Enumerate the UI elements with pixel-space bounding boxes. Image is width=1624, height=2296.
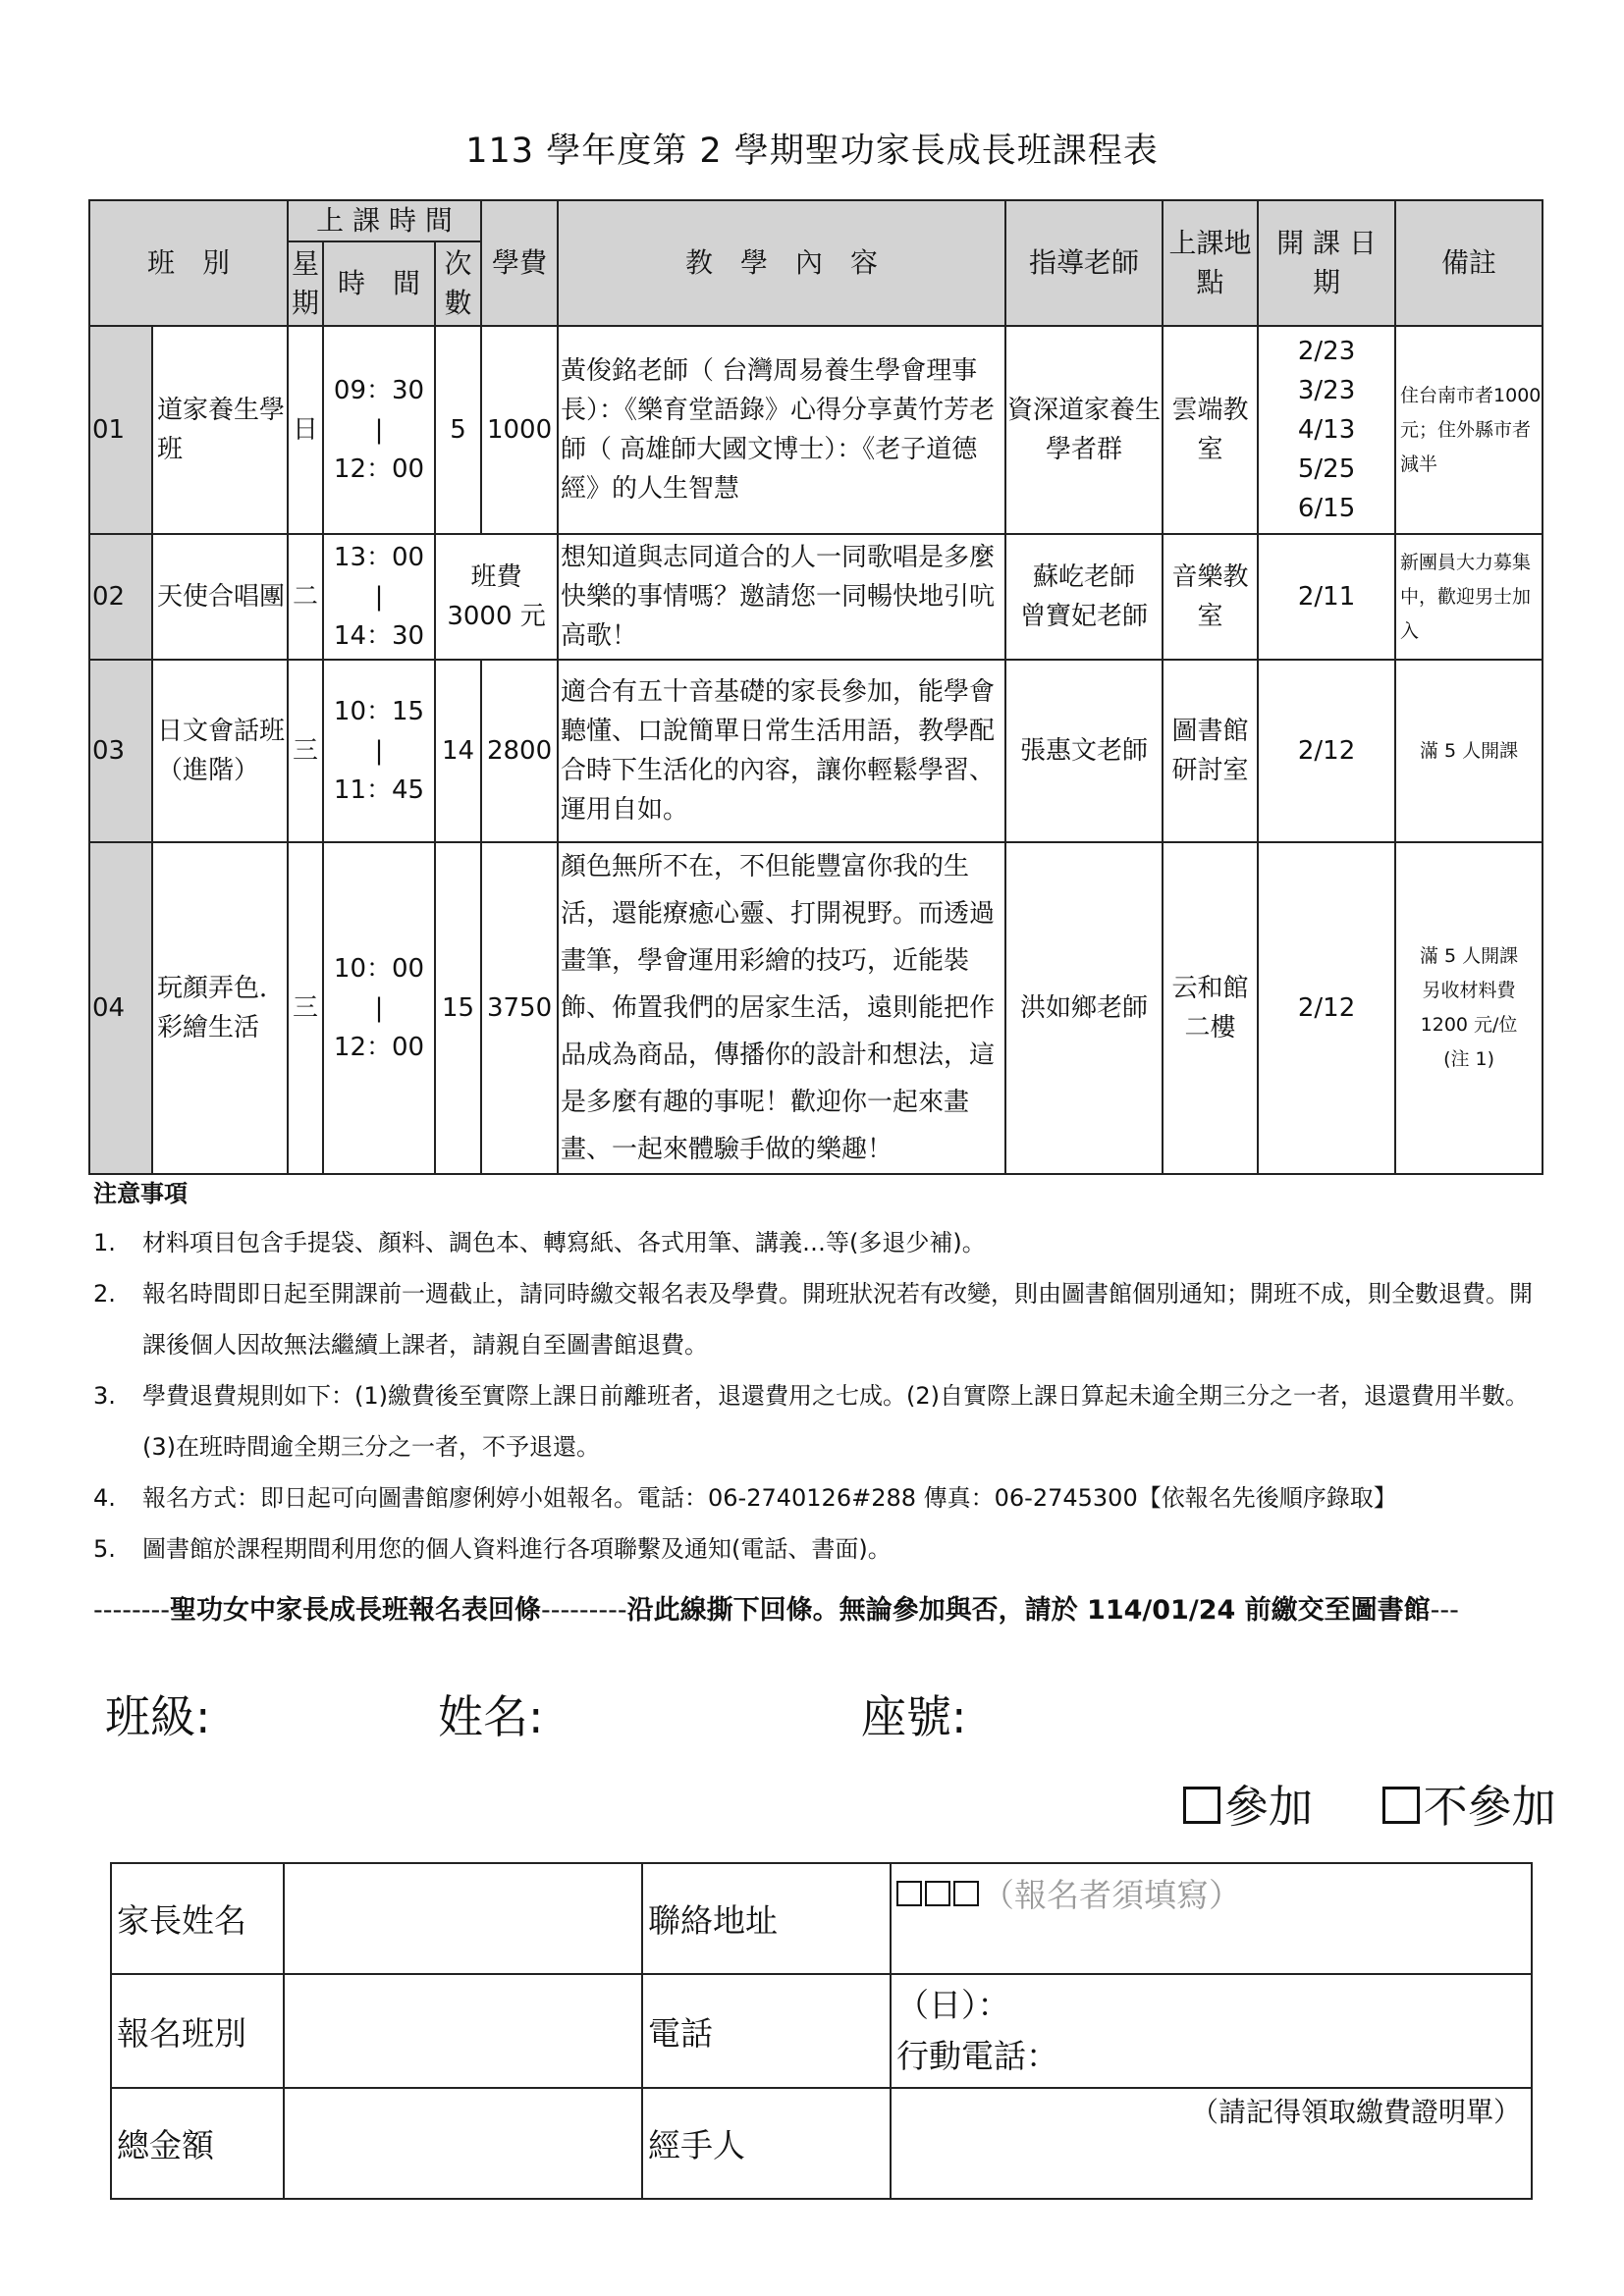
course-remark: 新團員大力募集中，歡迎男士加入 [1395, 534, 1543, 660]
notes-list [93, 1217, 1546, 1575]
course-name: 玩顏弄色．彩繪生活 [152, 842, 288, 1174]
handler-label: 經手人 [642, 2088, 891, 2199]
course-remark: 住台南市者1000 元；住外縣市者減半 [1395, 326, 1543, 534]
course-date: 3/23 [1297, 376, 1356, 405]
course-content: 想知道與志同道合的人一同歌唱是多麼快樂的事情嗎？邀請您一同暢快地引吭高歌！ [558, 534, 1005, 660]
course-location: 圖書館研討室 [1163, 660, 1258, 842]
note-item: 3. 學費退費規則如下：(1)繳費後至實際上課日前離班者，退還費用之七成。(2)自實際上課日算起未逾全期三分之一者，退還費用半數。(3)在班時間逾全期三分之一者，不予退還。 [93, 1382, 1529, 1461]
page-title: 113 學年度第 2 學期聖功家長成長班課程表 [465, 132, 1159, 171]
course-number: 02 [89, 534, 152, 660]
postal-box [925, 1881, 950, 1906]
course-row [89, 660, 1543, 842]
time-end: 12：00 [333, 454, 425, 484]
not-attend-checkbox[interactable] [1382, 1787, 1420, 1824]
note-item: 2. 報名時間即日起至開課前一週截止，請同時繳交報名表及學費。開班狀況若有改變，則由圖書館個別通知；開班不成，則全數退費。開課後個人因故無法繼續上課者，請親自至圖書館退費。 [93, 1280, 1533, 1359]
registration-table [110, 1862, 1533, 2200]
course-name: 道家養生學班 [152, 326, 288, 534]
receipt-note: （請記得領取繳費證明單） [1190, 2096, 1521, 2128]
course-time [323, 660, 435, 842]
fee-amount: 3000 元 [447, 602, 546, 631]
seat-label: 座號: [861, 1690, 967, 1743]
tear-off-line: --------聖功女中家長成長班報名表回條---------沿此線撕下回條。無論參加與否，請於 114/01/24 前繳交至圖書館--- [93, 1595, 1459, 1626]
address-label: 聯絡地址 [642, 1863, 891, 1974]
course-date: 2/11 [1258, 534, 1395, 660]
form-instruction: 沿此線撕下回條。無論參加與否，請於 114/01/24 前繳交至圖書館 [626, 1595, 1431, 1626]
course-sessions: 5 [435, 326, 481, 534]
course-remark: 滿 5 人開課 [1395, 660, 1543, 842]
class-label: 班級: [105, 1690, 211, 1743]
attend-label: 參加 [1224, 1781, 1314, 1833]
course-date: 5/25 [1297, 454, 1356, 484]
parent-name-field[interactable] [284, 1863, 642, 1974]
remark-line: (注 1) [1443, 1048, 1495, 1070]
time-end: 14：30 [333, 621, 425, 651]
note-item: 1. 材料項目包含手提袋、顏料、調色本、轉寫紙、各式用筆、講義…等(多退少補)。 [93, 1229, 986, 1256]
header-location: 上課地點 [1163, 200, 1258, 326]
course-date: 2/12 [1258, 842, 1395, 1174]
course-number: 01 [89, 326, 152, 534]
course-content: 適合有五十音基礎的家長參加，能學會聽懂、口說簡單日常生活用語，教學配合時下生活化的內容，讓你輕鬆學習、運用自如。 [558, 660, 1005, 842]
course-name: 日文會話班（進階） [152, 660, 288, 842]
header-sessions: 次數 [435, 241, 481, 326]
time-separator: | [374, 582, 384, 612]
time-start: 09：30 [333, 376, 425, 405]
course-sessions: 15 [435, 842, 481, 1174]
address-hint: （報名者須填寫） [982, 1876, 1241, 1914]
course-date: 2/23 [1297, 337, 1356, 366]
class-enrolled-label: 報名班別 [111, 1974, 284, 2088]
course-time [323, 326, 435, 534]
course-content: 顏色無所不在，不但能豐富你我的生活，還能療癒心靈、打開視野。而透過畫筆，學會運用彩繪的技巧，近能裝飾、佈置我們的居家生活，遠則能把作品成為商品，傳播你的設計和想法，這是多麼有趣的事呢！歡迎你一起來畫畫、一起來體驗手做的樂趣！ [558, 842, 1005, 1174]
note-item: 4. 報名方式：即日起可向圖書館廖俐婷小姐報名。電話：06-2740126#288 傳真：06-2745300【依報名先後順序錄取】 [93, 1484, 1397, 1512]
attendance-options [1183, 1771, 1556, 1835]
course-content: 黃俊銘老師（ 台灣周易養生學會理事長）：《樂育堂語錄》心得分享黃竹芳老師（ 高雄師大國文博士）：《老子道德經》的人生智慧 [558, 326, 1005, 534]
course-fee: 3750 [481, 842, 558, 1174]
fee-label: 班費 [470, 562, 522, 592]
attend-checkbox[interactable] [1183, 1787, 1220, 1824]
name-label: 姓名: [438, 1690, 544, 1743]
course-teacher: 張惠文老師 [1005, 660, 1163, 842]
course-weekday: 二 [288, 534, 323, 660]
postal-box [896, 1881, 922, 1906]
time-separator: | [374, 736, 384, 766]
course-weekday: 三 [288, 842, 323, 1174]
course-fee [435, 534, 558, 660]
course-date: 4/13 [1297, 415, 1356, 445]
header-weekday: 星期 [288, 241, 323, 326]
course-fee: 1000 [481, 326, 558, 534]
class-enrolled-field[interactable] [284, 1974, 642, 2088]
course-teacher: 洪如鄉老師 [1005, 842, 1163, 1174]
teacher-name: 蘇屹老師 [1033, 562, 1136, 592]
total-label: 總金額 [111, 2088, 284, 2199]
form-title: 聖功女中家長成長班報名表回條 [169, 1595, 541, 1626]
header-class-time: 上 課 時 間 [288, 200, 481, 241]
course-date: 6/15 [1297, 494, 1356, 523]
address-field[interactable] [891, 1863, 1532, 1974]
not-attend-label: 不參加 [1423, 1781, 1556, 1833]
time-start: 10：00 [333, 954, 425, 984]
course-time [323, 534, 435, 660]
remark-line: 另收材料費 [1422, 980, 1516, 1001]
note-item: 5. 圖書館於課程期間利用您的個人資料進行各項聯繫及通知(電話、書面)。 [93, 1535, 892, 1563]
time-end: 11：45 [333, 775, 425, 805]
header-content: 教 學 內 容 [558, 200, 1005, 326]
header-remarks: 備註 [1395, 200, 1543, 326]
course-teacher: 資深道家養生學者群 [1005, 326, 1163, 534]
parent-name-label: 家長姓名 [111, 1863, 284, 1974]
course-number: 03 [89, 660, 152, 842]
teacher-name: 曾寶妃老師 [1020, 602, 1149, 631]
header-start-date: 開 課 日 期 [1258, 200, 1395, 326]
course-location: 云和館二樓 [1163, 842, 1258, 1174]
time-end: 12：00 [333, 1033, 425, 1062]
course-fee: 2800 [481, 660, 558, 842]
course-name: 天使合唱團 [152, 534, 288, 660]
course-weekday: 日 [288, 326, 323, 534]
time-separator: | [374, 415, 384, 445]
time-start: 13：00 [333, 543, 425, 572]
course-table [88, 199, 1543, 1175]
postal-box [953, 1881, 979, 1906]
course-teacher [1005, 534, 1163, 660]
course-number: 04 [89, 842, 152, 1174]
day-phone-label: （日）： [896, 1986, 1010, 2024]
header-teacher: 指導老師 [1005, 200, 1163, 326]
handler-field[interactable] [891, 2088, 1532, 2199]
course-weekday: 三 [288, 660, 323, 842]
course-remark [1395, 842, 1543, 1174]
remark-line: 1200 元/位 [1420, 1014, 1518, 1036]
phone-field[interactable] [891, 1974, 1532, 2088]
notes-heading: 注意事項 [93, 1180, 188, 1207]
total-field[interactable] [284, 2088, 642, 2199]
course-row [89, 842, 1543, 1174]
course-time [323, 842, 435, 1174]
header-time: 時 間 [323, 241, 435, 326]
course-dates [1258, 326, 1395, 534]
course-location: 音樂教室 [1163, 534, 1258, 660]
course-sessions: 14 [435, 660, 481, 842]
header-fee: 學費 [481, 200, 558, 326]
time-separator: | [374, 993, 384, 1023]
header-class: 班 別 [89, 200, 288, 326]
course-date: 2/12 [1258, 660, 1395, 842]
time-start: 10：15 [333, 697, 425, 726]
mobile-label: 行動電話： [896, 2037, 1058, 2075]
course-row [89, 534, 1543, 660]
course-location: 雲端教室 [1163, 326, 1258, 534]
phone-label: 電話 [642, 1974, 891, 2088]
course-row [89, 326, 1543, 534]
remark-line: 滿 5 人開課 [1419, 945, 1519, 967]
